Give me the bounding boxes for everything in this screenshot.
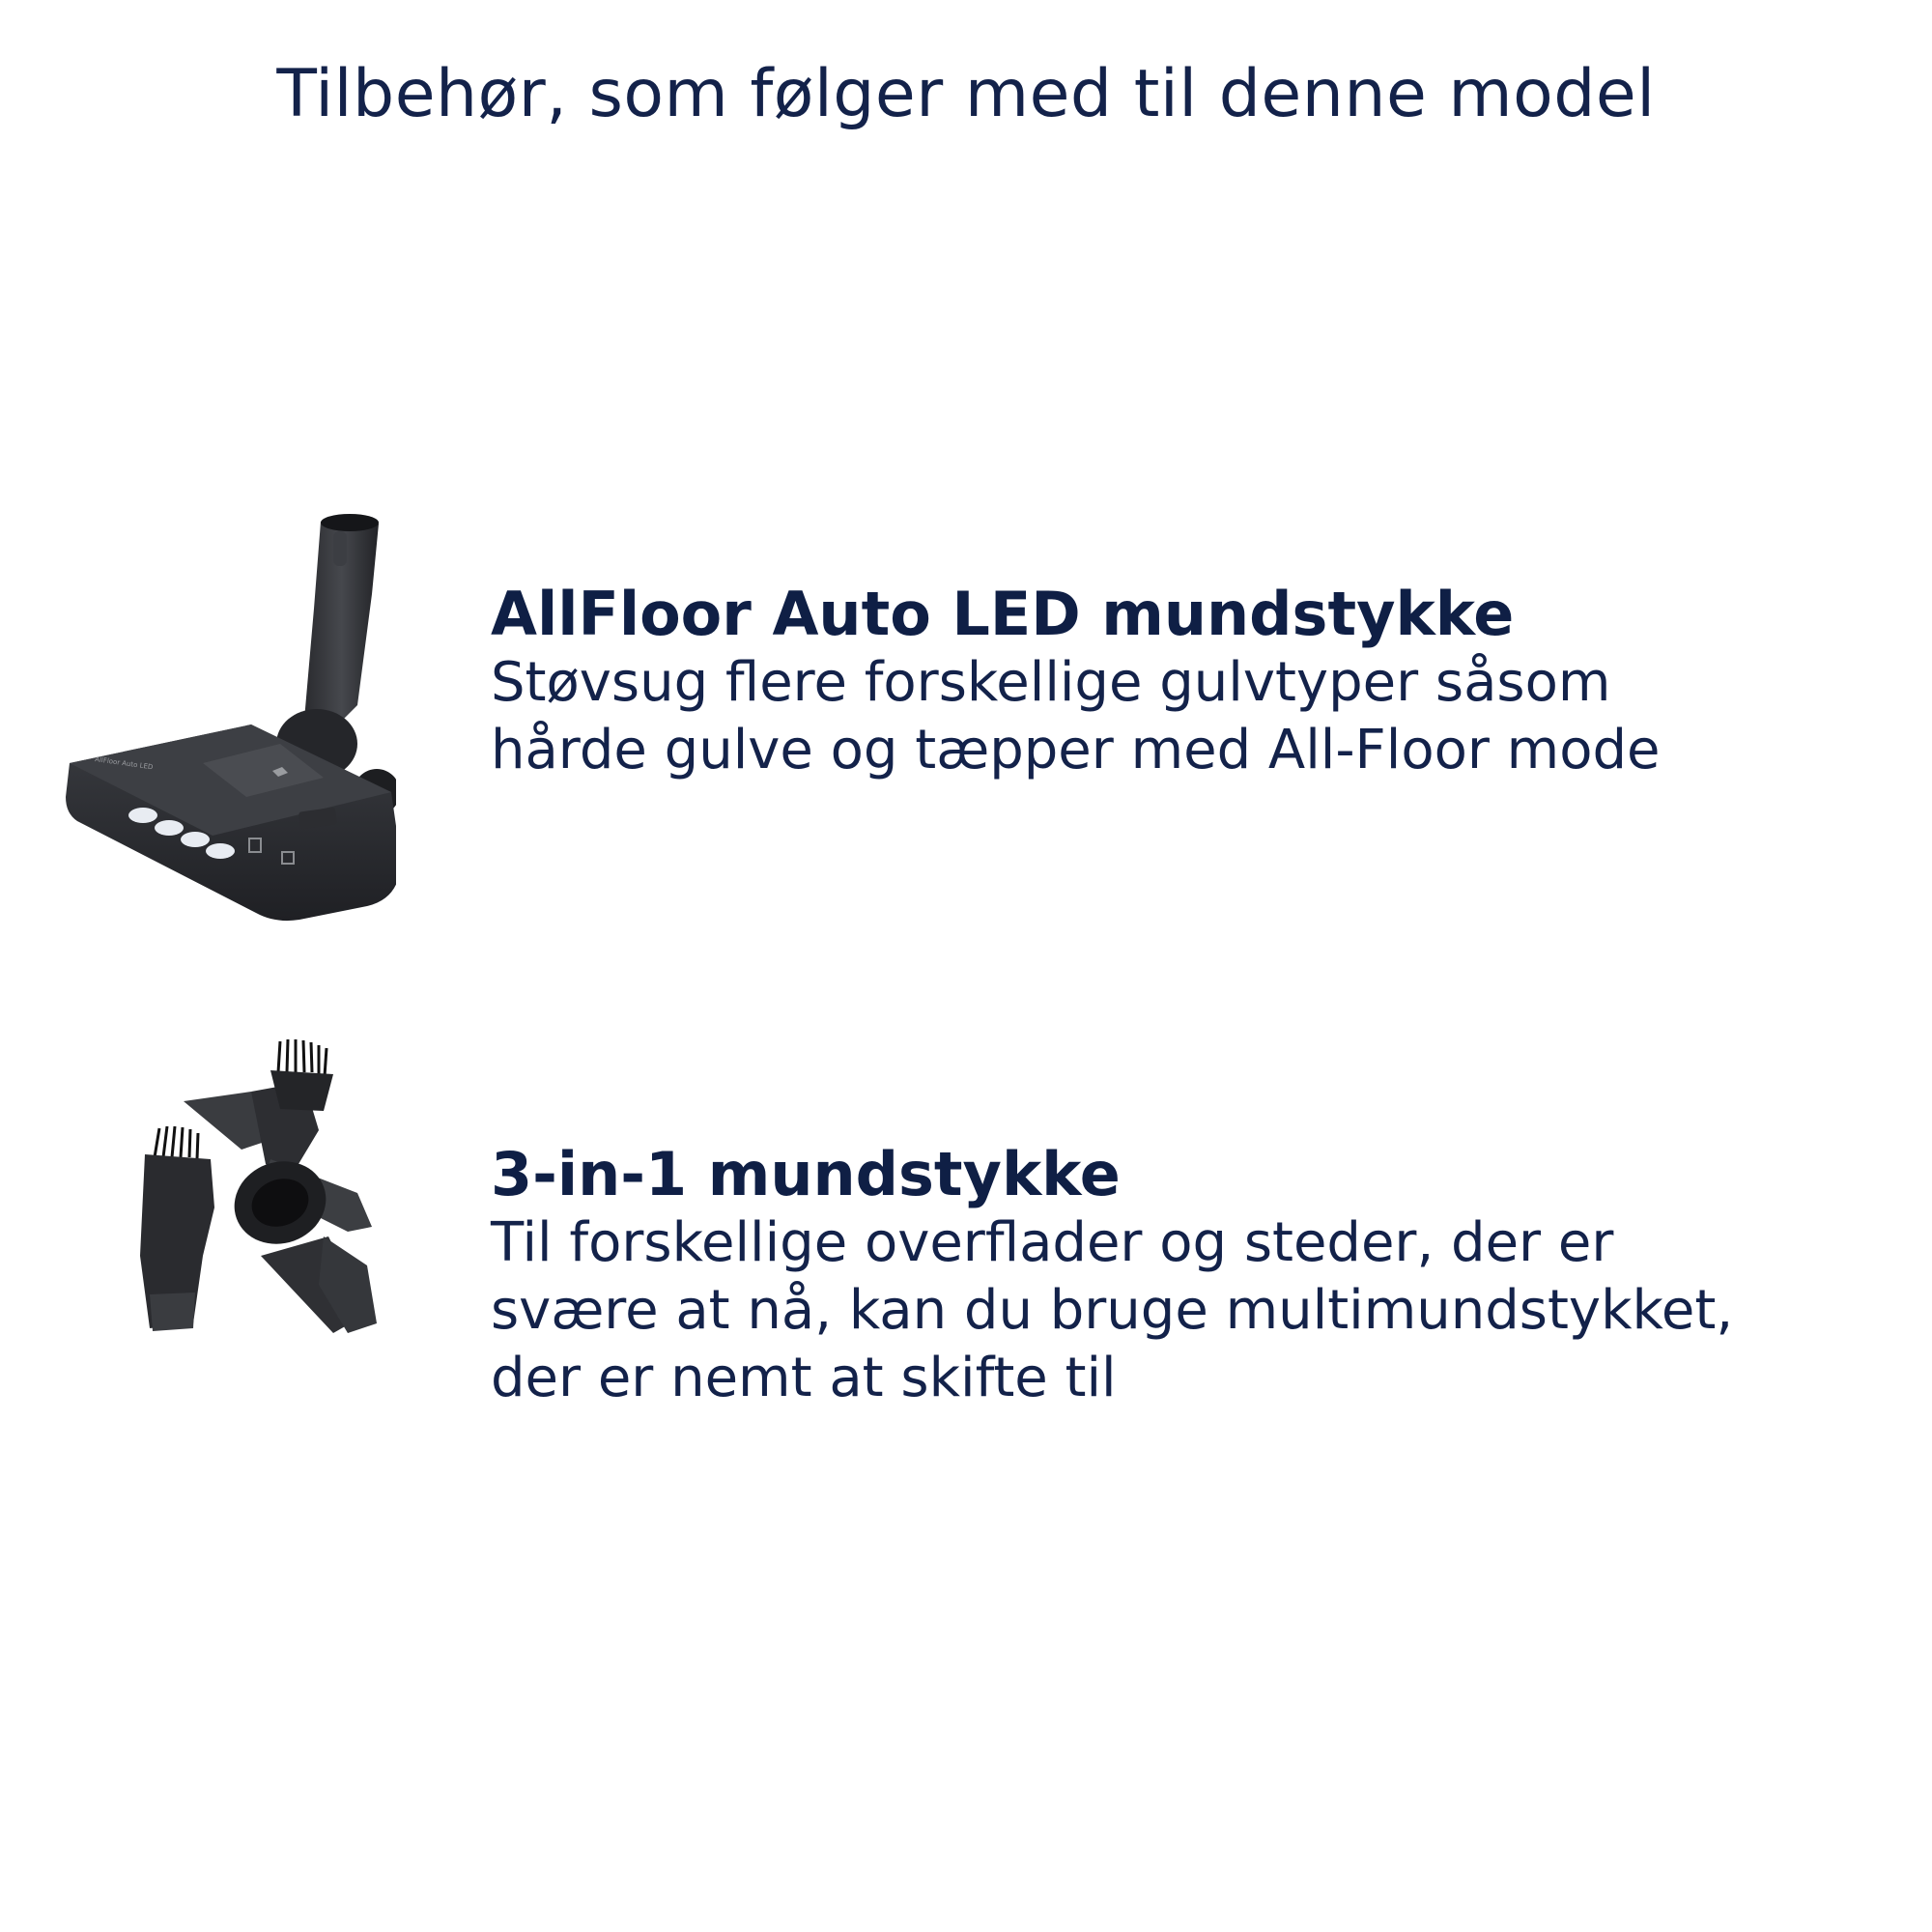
accessory-title: AllFloor Auto LED mundstykke <box>491 579 1515 649</box>
accessory-description-line: Til forskellige overflader og steder, der er <box>491 1211 1614 1274</box>
accessory-3-in-1 <box>0 1034 1932 1409</box>
3-in-1-nozzle-icon <box>126 1034 415 1362</box>
accessory-description-line: hårde gulve og tæpper med All-Floor mode <box>491 719 1661 781</box>
accessory-title: 3-in-1 mundstykke <box>491 1139 1121 1209</box>
page-title: Tilbehør, som følger med til denne model <box>276 56 1656 132</box>
accessory-description-line: der er nemt at skifte til <box>491 1347 1117 1409</box>
accessory-description-line: svære at nå, kan du bruge multimundstykket, <box>491 1279 1734 1342</box>
product-logo-text: AllFloor Auto LED <box>94 755 154 772</box>
floor-nozzle-icon <box>58 502 396 956</box>
accessory-allfloor <box>0 502 1932 966</box>
accessory-description-line: Støvsug flere forskellige gulvtyper såsom <box>491 651 1611 714</box>
